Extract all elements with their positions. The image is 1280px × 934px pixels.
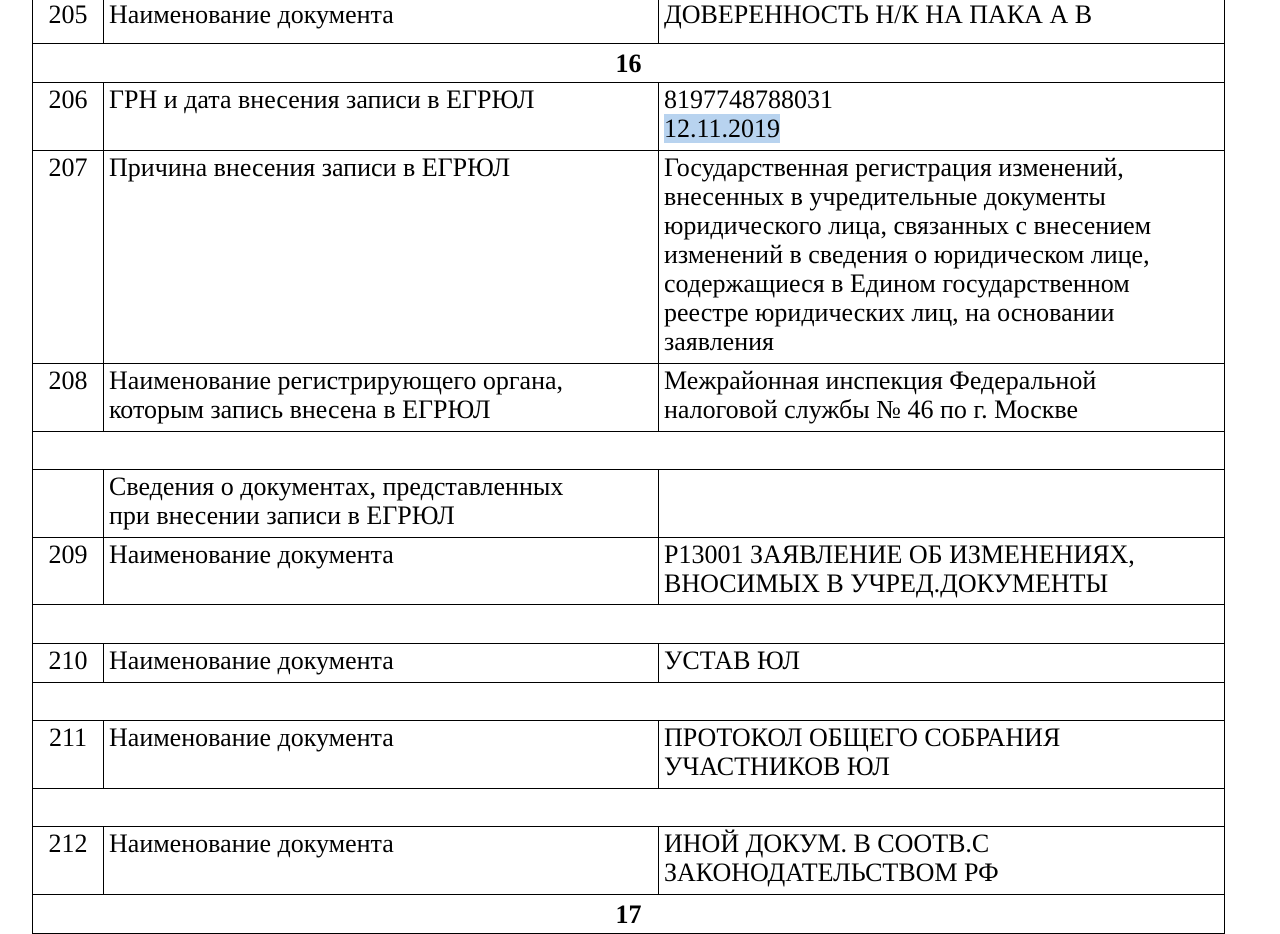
record-label: ГРН и дата внесения записи в ЕГРЮЛ	[104, 83, 659, 151]
blank-cell	[33, 605, 1225, 644]
table-row	[33, 151, 1225, 364]
record-value[interactable]: ПРОТОКОЛ ОБЩЕГО СОБРАНИЯ УЧАСТНИКОВ ЮЛ	[659, 721, 1225, 789]
record-value[interactable]: Государственная регистрация изменений, внесенных в учредительные документы юридического лица, связанных с внесением изменений в сведения о юридическом лице, содержащиеся в Едином государственном реестре юридических лиц, на основании заявления	[659, 151, 1225, 364]
record-number: 206	[33, 83, 104, 151]
table-row	[33, 644, 1225, 683]
table-row	[33, 827, 1225, 895]
table-row	[33, 470, 1225, 538]
record-number: 210	[33, 644, 104, 683]
blank-separator-row	[33, 789, 1225, 827]
record-label: Наименование документа	[104, 644, 659, 683]
blank-cell	[33, 789, 1225, 827]
record-number: 205	[33, 0, 104, 44]
section-number: 17	[33, 895, 1225, 934]
blank-separator-row	[33, 683, 1225, 721]
record-label: Сведения о документах, представленных при внесении записи в ЕГРЮЛ	[104, 470, 659, 538]
table-row	[33, 0, 1225, 44]
record-number: 212	[33, 827, 104, 895]
section-number: 16	[33, 44, 1225, 83]
record-label: Наименование регистрирующего органа, которым запись внесена в ЕГРЮЛ	[104, 364, 659, 432]
record-number: 211	[33, 721, 104, 789]
record-label: Причина внесения записи в ЕГРЮЛ	[104, 151, 659, 364]
blank-cell	[33, 683, 1225, 721]
record-value[interactable]: УСТАВ ЮЛ	[659, 644, 1225, 683]
record-number: 209	[33, 538, 104, 605]
selected-date-text[interactable]: 12.11.2019	[664, 114, 781, 143]
record-value[interactable]: ИНОЙ ДОКУМ. В СООТВ.С ЗАКОНОДАТЕЛЬСТВОМ РФ	[659, 827, 1225, 895]
record-label: Наименование документа	[104, 721, 659, 789]
record-value[interactable]: Р13001 ЗАЯВЛЕНИЕ ОБ ИЗМЕНЕНИЯХ, ВНОСИМЫХ В УЧРЕД.ДОКУМЕНТЫ	[659, 538, 1225, 605]
blank-separator-row	[33, 605, 1225, 644]
record-value[interactable]: ДОВЕРЕННОСТЬ Н/К НА ПАКА А В	[659, 0, 1225, 44]
record-number	[33, 470, 104, 538]
egrul-records-table	[32, 0, 1225, 934]
blank-separator-row	[33, 432, 1225, 470]
record-label: Наименование документа	[104, 0, 659, 44]
record-label: Наименование документа	[104, 538, 659, 605]
record-value	[659, 470, 1225, 538]
record-value[interactable]: Межрайонная инспекция Федеральной налоговой службы № 46 по г. Москве	[659, 364, 1225, 432]
record-number: 208	[33, 364, 104, 432]
table-row	[33, 538, 1225, 605]
section-heading-row	[33, 895, 1225, 934]
grn-number[interactable]: 8197748788031	[664, 85, 833, 114]
table-row	[33, 83, 1225, 151]
table-row	[33, 364, 1225, 432]
blank-cell	[33, 432, 1225, 470]
record-number: 207	[33, 151, 104, 364]
table-row	[33, 721, 1225, 789]
record-value[interactable]	[659, 83, 1225, 151]
section-heading-row	[33, 44, 1225, 83]
record-label: Наименование документа	[104, 827, 659, 895]
